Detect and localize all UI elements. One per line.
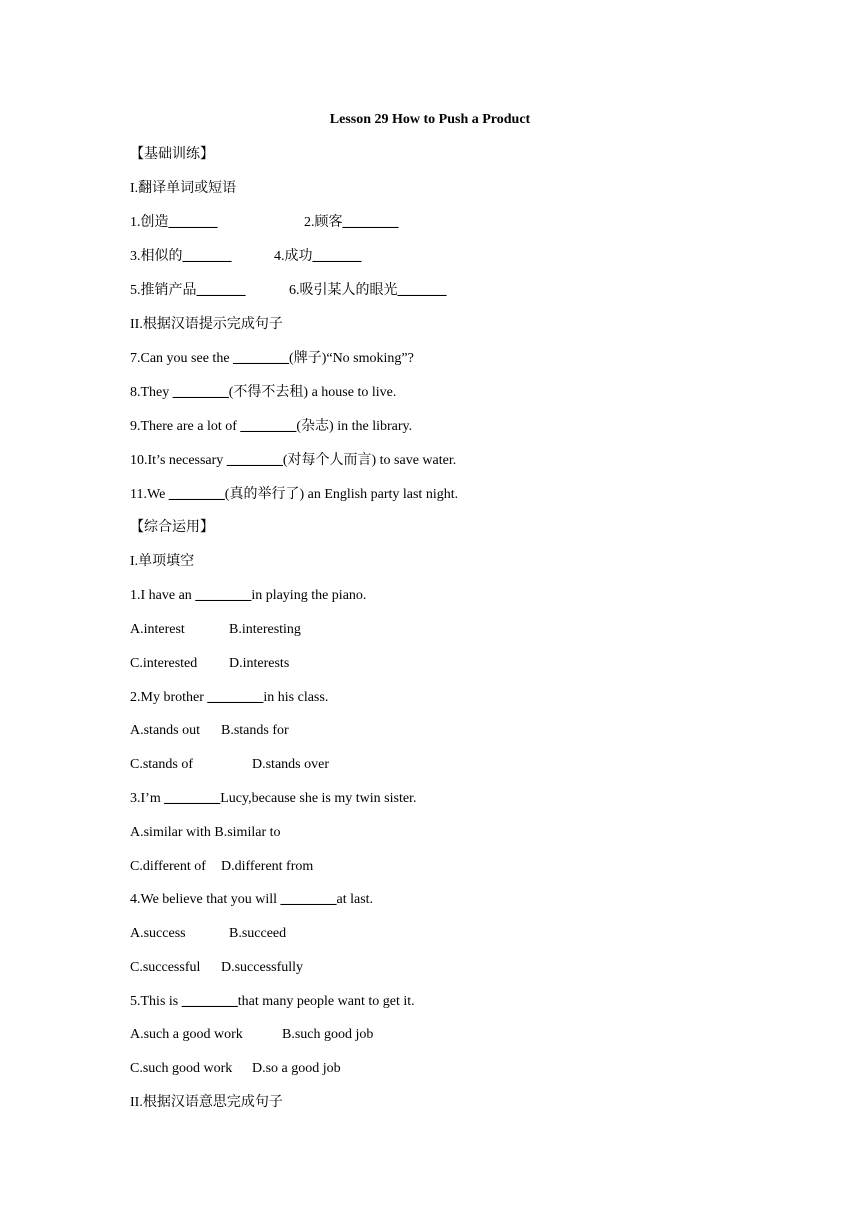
answer-blank: ________ xyxy=(164,791,221,806)
question-3: 3.相似的_______ xyxy=(130,249,232,264)
sentence-11: 11.We ________(真的举行了) an English party last night. xyxy=(130,487,459,502)
part3-heading: I.单项填空 xyxy=(130,554,195,569)
mc3-option-d: D.different from xyxy=(221,859,314,874)
answer-blank: ________ xyxy=(240,419,297,434)
answer-blank: _______ xyxy=(182,249,232,264)
answer-blank: ________ xyxy=(233,351,290,366)
mc5-option-d: D.so a good job xyxy=(252,1061,341,1076)
answer-blank: _______ xyxy=(196,283,246,298)
answer-blank: ________ xyxy=(168,487,225,502)
mc1-option-d: D.interests xyxy=(229,656,290,671)
mc2-option-c: C.stands of xyxy=(130,757,193,772)
question-5: 5.推销产品_______ xyxy=(130,283,246,298)
mc3-option-ab: A.similar with B.similar to xyxy=(130,825,281,840)
page-title: Lesson 29 How to Push a Product xyxy=(329,112,531,127)
part1-heading: I.翻译单词或短语 xyxy=(130,181,237,196)
answer-blank: ________ xyxy=(181,994,238,1009)
answer-blank: ________ xyxy=(207,690,264,705)
mc2-option-b: B.stands for xyxy=(221,723,289,738)
mc5-option-c: C.such good work xyxy=(130,1061,233,1076)
mc-question-2: 2.My brother ________in his class. xyxy=(130,690,329,705)
mc-question-3: 3.I’m ________Lucy,because she is my twin sister. xyxy=(130,791,417,806)
sentence-7: 7.Can you see the ________(牌子)“No smoking”? xyxy=(130,351,414,366)
section-comprehensive: 【综合运用】 xyxy=(130,520,214,535)
mc5-option-b: B.such good job xyxy=(282,1027,374,1042)
sentence-9: 9.There are a lot of ________(杂志) in the library. xyxy=(130,419,413,434)
answer-blank: _______ xyxy=(312,249,362,264)
answer-blank: ________ xyxy=(280,892,337,907)
part2-heading: II.根据汉语提示完成句子 xyxy=(130,317,283,332)
mc-question-1: 1.I have an ________in playing the piano. xyxy=(130,588,367,603)
mc2-option-a: A.stands out xyxy=(130,723,200,738)
mc-question-4: 4.We believe that you will ________at last. xyxy=(130,892,374,907)
answer-blank: ________ xyxy=(342,215,399,230)
question-1: 1.创造_______ xyxy=(130,215,218,230)
part4-heading: II.根据汉语意思完成句子 xyxy=(130,1095,283,1110)
mc4-option-c: C.successful xyxy=(130,960,201,975)
mc4-option-b: B.succeed xyxy=(229,926,287,941)
question-2: 2.顾客________ xyxy=(304,215,399,230)
section-basic-training: 【基础训练】 xyxy=(130,147,214,162)
mc5-option-a: A.such a good work xyxy=(130,1027,243,1042)
answer-blank: ________ xyxy=(226,453,283,468)
answer-blank: ________ xyxy=(172,385,229,400)
question-4: 4.成功_______ xyxy=(274,249,362,264)
question-6: 6.吸引某人的眼光_______ xyxy=(289,283,447,298)
mc3-option-c: C.different of xyxy=(130,859,206,874)
mc1-option-a: A.interest xyxy=(130,622,185,637)
answer-blank: ________ xyxy=(195,588,252,603)
answer-blank: _______ xyxy=(397,283,447,298)
mc1-option-b: B.interesting xyxy=(229,622,301,637)
sentence-8: 8.They ________(不得不去租) a house to live. xyxy=(130,385,397,400)
mc4-option-d: D.successfully xyxy=(221,960,304,975)
sentence-10: 10.It’s necessary ________(对每个人而言) to save water. xyxy=(130,453,457,468)
mc1-option-c: C.interested xyxy=(130,656,198,671)
answer-blank: _______ xyxy=(168,215,218,230)
mc2-option-d: D.stands over xyxy=(252,757,329,772)
mc-question-5: 5.This is ________that many people want to get it. xyxy=(130,994,415,1009)
mc4-option-a: A.success xyxy=(130,926,186,941)
